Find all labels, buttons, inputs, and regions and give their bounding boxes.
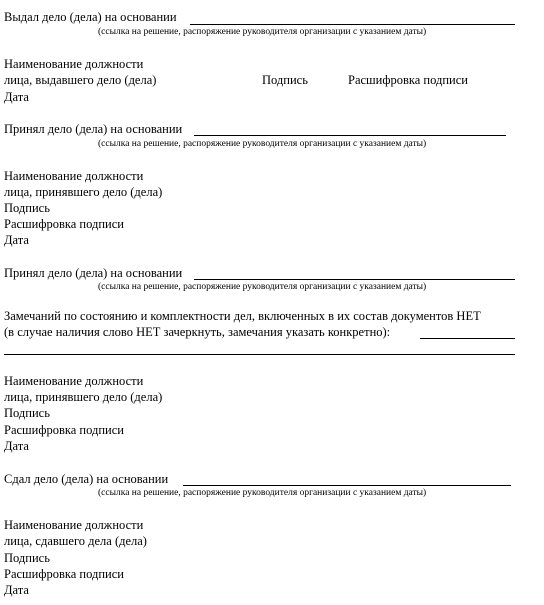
acceptor-signature-label: Подпись — [4, 201, 50, 215]
accepted-basis-note: (ссылка на решение, распоряжение руководителя организации с указанием даты) — [98, 139, 427, 149]
issued-basis-line[interactable] — [190, 24, 515, 25]
issuer-date-label: Дата — [4, 90, 29, 104]
issuer-position-label-line1: Наименование должности — [4, 57, 144, 71]
issuer-signature-decode-label: Расшифровка подписи — [348, 73, 468, 87]
accepted-basis-note-2: (ссылка на решение, распоряжение руководителя организации с указанием даты) — [98, 282, 427, 292]
handover-position-label-line1: Наименование должности — [4, 518, 144, 532]
acceptor2-position-label-line1: Наименование должности — [4, 374, 144, 388]
handover-signature-label: Подпись — [4, 551, 50, 565]
remarks-label-line1: Замечаний по состоянию и комплектности дел, включенных в их состав документов НЕТ — [4, 309, 481, 323]
handover-signature-decode-label: Расшифровка подписи — [4, 567, 124, 581]
accepted-basis-label: Принял дело (дела) на основании — [4, 122, 183, 136]
accepted-basis-line[interactable] — [194, 135, 506, 136]
handover-date-label: Дата — [4, 583, 29, 597]
remarks-inline-line[interactable] — [420, 338, 515, 339]
issued-basis-note: (ссылка на решение, распоряжение руководителя организации с указанием даты) — [98, 27, 427, 37]
acceptor-date-label: Дата — [4, 233, 29, 247]
handed-basis-label: Сдал дело (дела) на основании — [4, 472, 169, 486]
acceptor2-position-label-line2: лица, принявшего дело (дела) — [4, 390, 163, 404]
issued-basis-label: Выдал дело (дела) на основании — [4, 10, 177, 24]
acceptor-signature-decode-label: Расшифровка подписи — [4, 217, 124, 231]
handover-position-label-line2: лица, сдавшего дела (дела) — [4, 534, 147, 548]
handed-basis-note: (ссылка на решение, распоряжение руководителя организации с указанием даты) — [98, 488, 427, 498]
acceptor-position-label-line1: Наименование должности — [4, 169, 144, 183]
acceptor2-date-label: Дата — [4, 439, 29, 453]
acceptor-position-label-line2: лица, принявшего дело (дела) — [4, 185, 163, 199]
issuer-position-label-line2: лица, выдавшего дело (дела) — [4, 73, 157, 87]
accepted-basis-line-2[interactable] — [194, 279, 515, 280]
remarks-label-line2: (в случае наличия слово НЕТ зачеркнуть, замечания указать конкретно): — [4, 325, 391, 339]
handed-basis-line[interactable] — [183, 485, 511, 486]
accepted-basis-label-2: Принял дело (дела) на основании — [4, 266, 183, 280]
remarks-full-line[interactable] — [4, 354, 515, 355]
acceptor2-signature-label: Подпись — [4, 406, 50, 420]
acceptor2-signature-decode-label: Расшифровка подписи — [4, 423, 124, 437]
issuer-signature-label: Подпись — [262, 73, 308, 87]
